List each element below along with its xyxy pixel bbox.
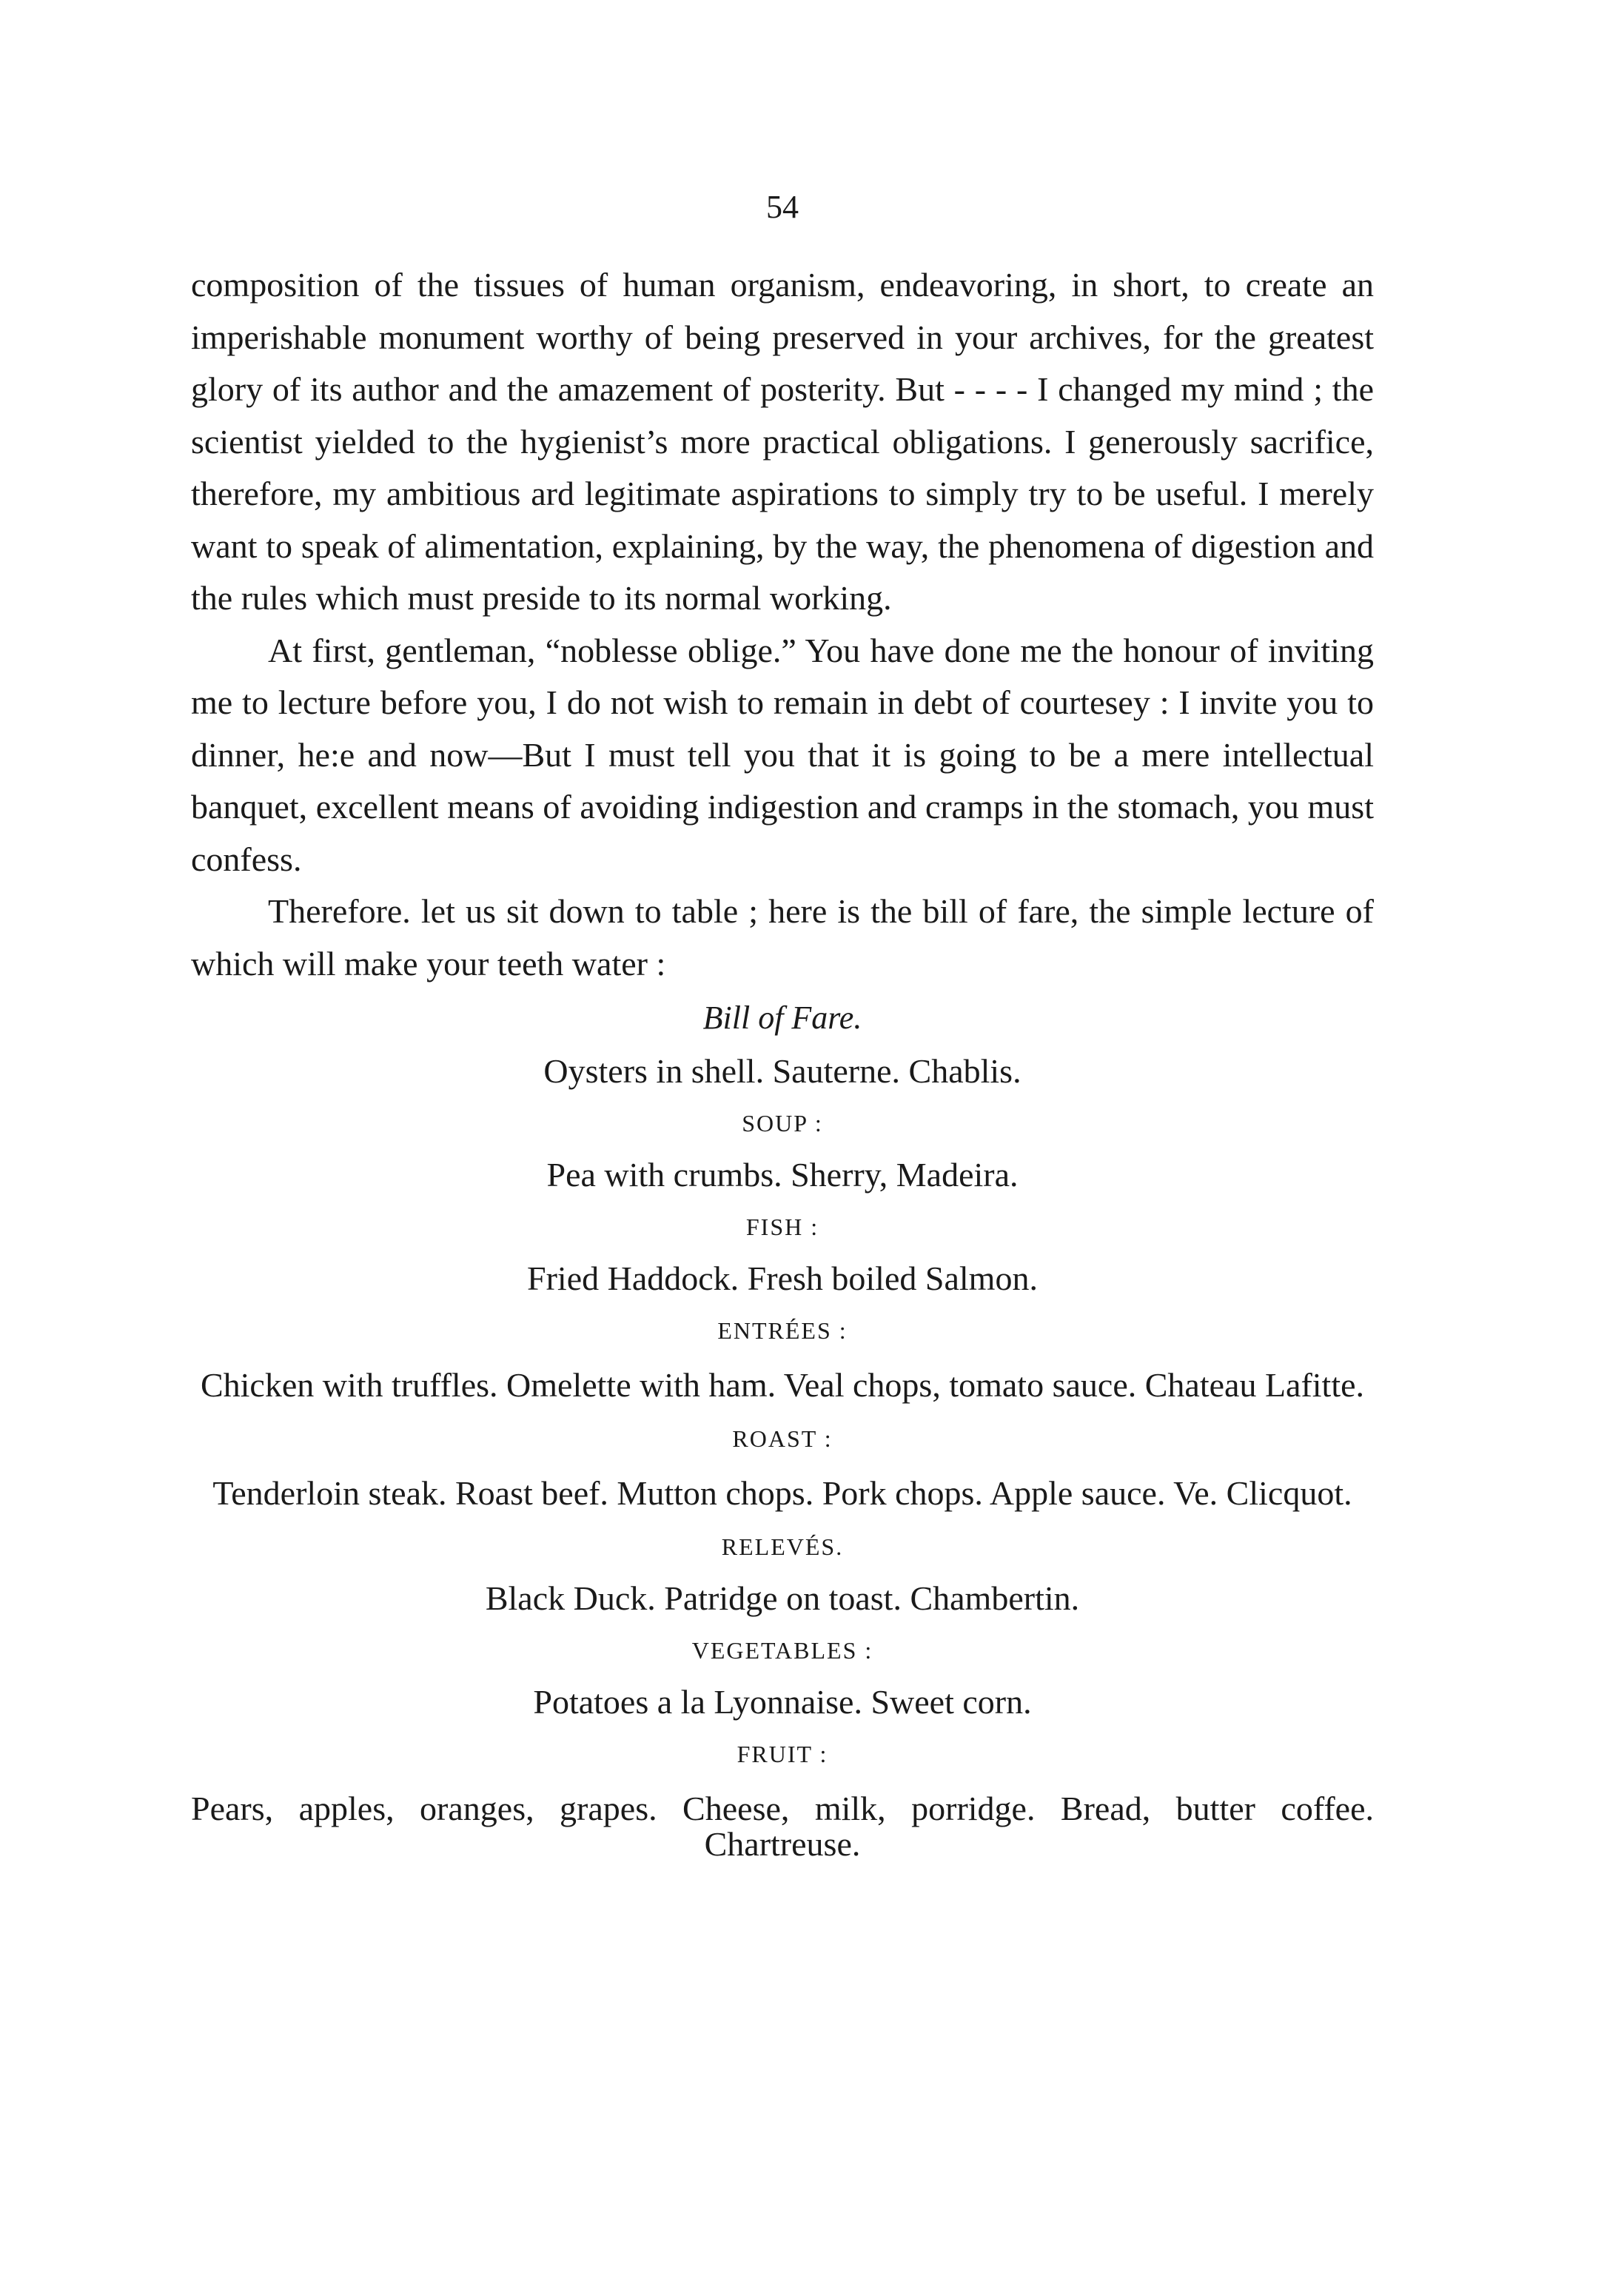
menu-heading-roast: ROAST : [732,1425,833,1452]
page-number: 54 [766,189,799,225]
menu-title: Bill of Fare. [702,1000,862,1036]
menu-heading-fruit: FRUIT : [737,1741,828,1767]
book-page [191,185,1374,1871]
menu-opening-line: Oysters in shell. Sauterne. Chablis. [543,1052,1021,1090]
menu-dishes-fruit: Pears, apples, oranges, grapes. Cheese, milk, porridge. Bread, butter coffee. Chartreuse. [191,1790,1374,1863]
menu-heading-entrees: ENTRÉES : [717,1317,848,1344]
menu-dishes-fish: Fried Haddock. Fresh boiled Salmon. [527,1259,1038,1297]
menu-heading-releves: RELEVÉS. [721,1533,844,1560]
paragraph-3: Therefore. let us sit down to table ; here is the bill of fare, the simple lecture of which will make your teeth water : [191,892,1374,983]
menu-dishes-vegetables: Potatoes a la Lyonnaise. Sweet corn. [533,1683,1032,1721]
bill-of-fare [191,990,1374,1871]
menu-heading-fish: FISH : [745,1214,819,1240]
paragraph-1: composition of the tissues of human organism, endeavoring, in short, to create an imperishable monument worthy of being preserved in your archives, for the greatest glory of its author and the amazement of posterity. But - - - - I changed my mind ; the scientist yielded to the hygienist’s more practical obligations. I generously sacrifice, therefore, my ambitious ard legitimate aspirations to simply try to be useful. I merely want to speak of alimentation, explaining, by the way, the phenomena of digestion and the rules which must preside to its normal working. [191,266,1374,617]
menu-dishes-soup: Pea with crumbs. Sherry, Madeira. [546,1156,1019,1194]
menu-dishes-releves: Black Duck. Patridge on toast. Chambertin. [485,1579,1080,1617]
menu-dishes-entrees: Chicken with truffles. Omelette with ham. Veal chops, tomato sauce. Chateau Lafitte. [200,1366,1365,1404]
paragraph-2: At first, gentleman, “noblesse oblige.” You have done me the honour of inviting me to lecture before you, I do not wish to remain in debt of courtesey : I invite you to dinner, he:e and now—But I must tell you that it is going to be a mere intellectual banquet, excellent means of avoiding indigestion and cramps in the stomach, you must confess. [191,631,1374,878]
menu-heading-vegetables: VEGETABLES : [691,1637,873,1664]
menu-dishes-roast: Tenderloin steak. Roast beef. Mutton chops. Pork chops. Apple sauce. Ve. Clicquot. [212,1474,1352,1512]
menu-heading-soup: SOUP : [742,1110,823,1137]
